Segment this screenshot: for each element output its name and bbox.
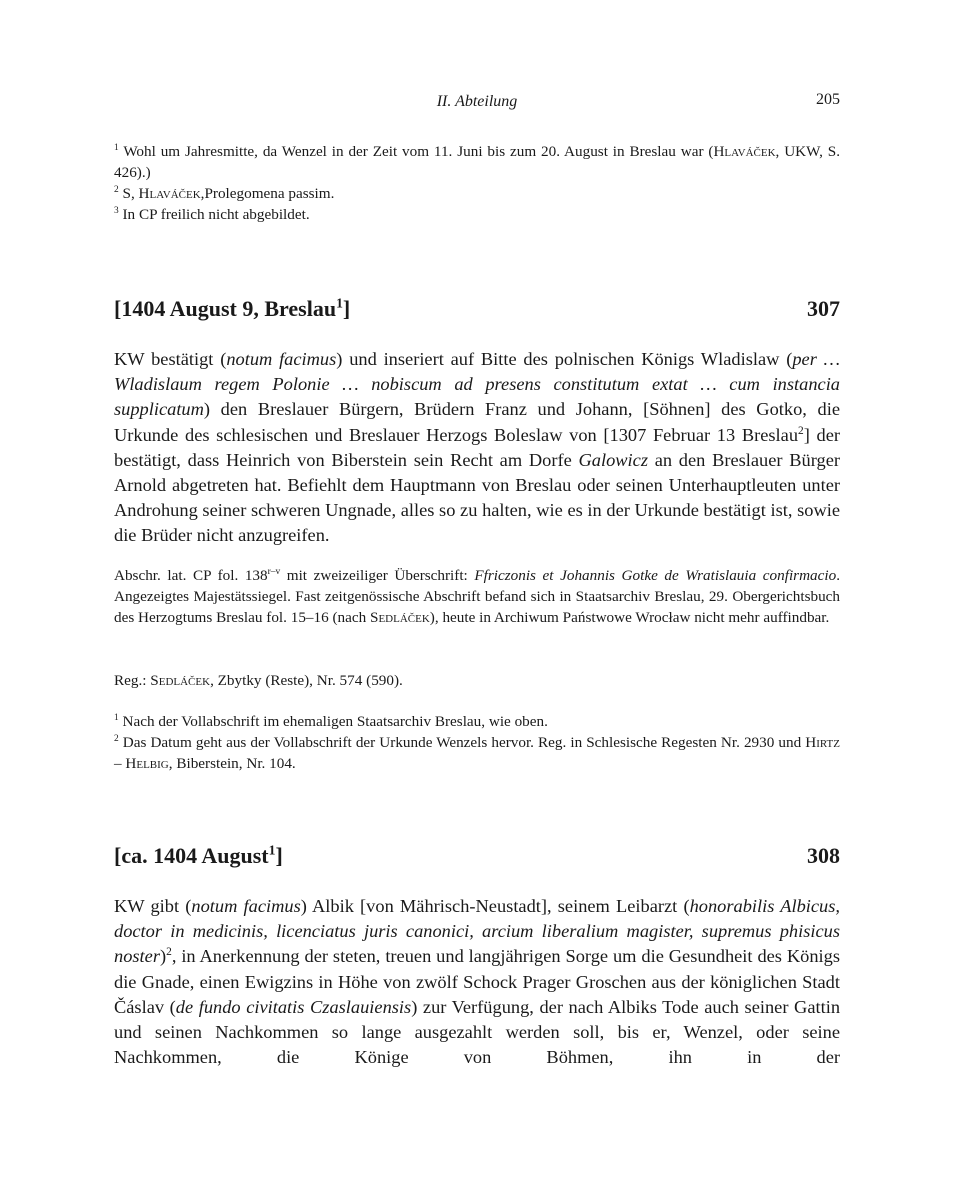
abstract-text: ) Albik [von Mährisch-Neustadt], seinem Leibarzt ( <box>300 896 690 916</box>
running-title: II. Abteilung <box>436 93 518 110</box>
abstract-text: KW gibt ( <box>114 896 192 916</box>
author-name: Hlaváček <box>138 185 201 202</box>
footnote-1 <box>114 141 840 183</box>
note-text: , Biberstein, Nr. 104. <box>168 755 296 772</box>
entry-307-number: 307 <box>807 296 840 321</box>
heading-text: [1404 August 9, Breslau <box>114 296 337 321</box>
entry-307-apparatus <box>114 565 840 628</box>
footnote-text: Wohl um Jahresmitte, da Wenzel in der Zeit vom 11. Juni bis zum 20. August in Breslau war ( <box>123 143 714 160</box>
latin-quote: de fundo civitatis Czaslauiensis <box>175 996 412 1017</box>
heading-text: [ca. 1404 August <box>114 843 269 868</box>
abstract-text: ) zur Verfügung, der nach Albiks Tode auch seiner Gattin und seinen Nachkommen so lange ausgezahlt werden soll, bis er, Wenzel, oder seine Nachkommen, die Könige von Böhmen, ihn in der <box>114 996 841 1068</box>
note-2 <box>114 732 840 774</box>
footnote-text: S, <box>122 185 139 202</box>
heading-bracket: ] <box>342 296 351 321</box>
footnote-mark: 2 <box>114 184 119 195</box>
note-text: Das Datum geht aus der Vollabschrift der Urkunde Wenzels hervor. Reg. in Schlesische Regesten Nr. 2930 und <box>122 734 806 751</box>
footnote-mark: 1 <box>114 142 119 153</box>
note-mark: 2 <box>166 946 172 959</box>
regest-text: , Zbytky (Reste), Nr. 574 (590). <box>210 672 403 689</box>
entry-307-title <box>114 296 350 322</box>
abstract-text: ) <box>159 946 167 967</box>
abstract-text: ) und inseriert auf Bitte des polnischen Königs Wladislaw ( <box>336 349 793 369</box>
author-name: Hirtz <box>805 734 840 751</box>
apparatus-text: ), heute in Archiwum Państwowe Wrocław nicht mehr auffindbar. <box>429 609 830 626</box>
latin-quote: notum facimus <box>226 349 337 369</box>
heading-bracket: ] <box>275 843 283 868</box>
abstract-text: KW bestätigt ( <box>114 349 227 369</box>
entry-307-regest <box>114 670 840 691</box>
author-name: Helbig <box>125 755 169 772</box>
note-text: Nach der Vollabschrift im ehemaligen Staatsarchiv Breslau, wie oben. <box>122 713 548 730</box>
apparatus-text: . Angezeigtes Majestätssiegel. Fast zeitgenössische Abschrift befand sich in Staatsarchiv Breslau, 29. Obergerichtsbuch des Herzogtums Breslau fol. 15–16 (nach <box>114 567 840 626</box>
latin-quote: per … Wladislaum regem Polonie … nobiscum ad presens constitutum extat … cum instancia supplicatum <box>114 349 840 420</box>
heading-note-mark: 1 <box>268 842 276 858</box>
abstract-text: ] der bestätigt, dass Heinrich von Biberstein sein Recht am Dorfe <box>114 424 840 470</box>
note-mark: 2 <box>114 733 119 744</box>
latin-heading: Ffriczonis et Johannis Gotke de Wratislauia confirmacio <box>474 567 837 584</box>
footnote-2 <box>114 183 840 204</box>
entry-308-title <box>114 843 283 869</box>
regest-label: Reg.: <box>114 672 151 689</box>
abstract-text: an den Breslauer Bürger Arnold abgetreten hat. Befiehlt dem Hauptmann von Breslau oder seinen Unterhauptleuten unter Androhung seiner schweren Ungnade, alles so zu halten, wie es in der Urkunde bestätigt ist, sowie die Brüder nicht anzugreifen. <box>114 449 840 546</box>
note-1 <box>114 711 840 732</box>
top-footnotes <box>114 141 840 225</box>
folio-side: r–v <box>267 566 281 577</box>
heading-note-mark: 1 <box>336 295 343 311</box>
footnote-text: ,Prolegomena passim. <box>200 185 335 202</box>
entry-308-abstract <box>114 894 840 1070</box>
footnote-text: In CP freilich nicht abgebildet. <box>122 206 310 223</box>
abstract-text: , in Anerkennung der steten, treuen und langjährigen Sorge um die Gesundheit des Königs die Gnade, einen Ewigzins in Höhe von zwölf Schock Prager Groschen aus der königlichen Stadt Čáslav ( <box>114 946 840 1017</box>
note-mark: 1 <box>114 712 119 723</box>
entry-308-number: 308 <box>807 843 840 868</box>
note-text: – <box>114 755 126 772</box>
entry-307-abstract <box>114 347 840 549</box>
footnote-text: , UKW, S. 426).) <box>114 143 841 181</box>
page-number: 205 <box>816 91 840 108</box>
latin-quote: notum facimus <box>191 896 301 916</box>
footnote-3 <box>114 204 840 225</box>
author-name: Sedláček <box>370 609 430 626</box>
apparatus-text: mit zweizeiliger Überschrift: <box>280 567 475 584</box>
note-mark: 2 <box>798 424 804 437</box>
running-head <box>114 93 840 117</box>
entry-307-heading <box>114 296 840 328</box>
entry-307-notes <box>114 711 840 774</box>
author-name: Sedláček <box>150 672 211 689</box>
footnote-mark: 3 <box>114 205 119 216</box>
abstract-text: ) den Breslauer Bürgern, Brüdern Franz und Johann, [Söhnen] des Gotko, die Urkunde des schlesischen und Breslauer Herzogs Boleslaw von [1307 Februar 13 Breslau <box>114 399 840 445</box>
latin-quote: honorabilis Albicus, doctor in medicinis, licenciatus juris canonici, arcium liberalium magister, supremus phisicus noster <box>114 896 840 967</box>
place-name: Galowicz <box>578 449 648 470</box>
entry-308-heading <box>114 843 840 875</box>
apparatus-text: Abschr. lat. CP fol. 138 <box>114 567 268 584</box>
author-name: Hlaváček <box>713 143 776 160</box>
